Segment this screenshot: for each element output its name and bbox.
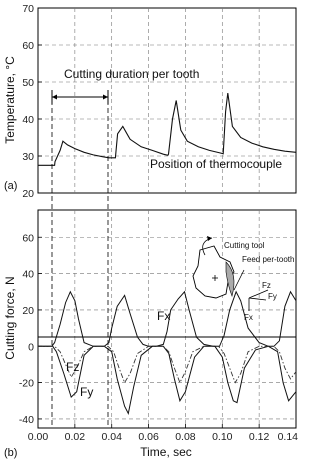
inset-label-fx: Fx (244, 313, 253, 322)
x-tick-label: 0.04 (101, 431, 122, 443)
y-tick-label: 60 (22, 232, 34, 245)
temperature-y-ticks (22, 3, 42, 200)
x-tick-label: 0.00 (27, 431, 49, 443)
y-tick-label: 20 (22, 304, 34, 317)
x-tick-label: 0.08 (175, 431, 196, 443)
x-tick-label: 0.12 (248, 431, 270, 443)
inset-label-fy: Fy (268, 292, 277, 301)
inset-label-feed (242, 255, 294, 264)
force-x-ticks (28, 424, 298, 443)
cutting-duration-annotation: Cutting duration per tooth (64, 67, 200, 81)
series-label-fy: Fy (80, 385, 94, 399)
panel-a-label: (a) (4, 180, 18, 192)
force-line-fy (38, 346, 296, 413)
feed-arrow (234, 270, 244, 290)
chip-shape (226, 262, 234, 296)
cutting-duration-arrow (52, 90, 108, 104)
y-tick-label: 0 (28, 341, 34, 354)
thermocouple-annotation: Position of thermocouple (150, 157, 283, 171)
panel-b-label: (b) (4, 447, 18, 459)
y-tick-label: -20 (18, 377, 34, 390)
y-tick-label: 70 (22, 3, 34, 15)
y-tick-label: -40 (18, 413, 34, 426)
series-label-fx: Fx (157, 309, 171, 323)
x-tick-label: 0.02 (64, 431, 86, 443)
inset-label-cutting-tool: Cutting tool (224, 241, 265, 250)
x-tick-label: 0.14 (277, 431, 298, 443)
x-tick-label: 0.10 (212, 431, 233, 443)
y-tick-label: 50 (22, 77, 34, 89)
cutting-tool-inset (193, 236, 294, 322)
force-y-ticks (19, 232, 42, 426)
y-tick-label: 60 (22, 40, 34, 52)
force-y-axis-label: Cutting force, N (3, 276, 17, 360)
y-tick-label: 30 (22, 151, 34, 163)
temperature-y-axis-label: Temperature, °C (3, 56, 17, 144)
inset-label-fz: Fz (262, 281, 271, 290)
time-x-axis-label: Time, sec (140, 445, 192, 459)
inset-label-feed-text: Feed per-tooth (242, 255, 295, 264)
y-tick-label: 40 (22, 268, 34, 281)
temperature-series (38, 93, 296, 165)
temperature-line (38, 93, 296, 165)
x-tick-label: 0.06 (138, 431, 159, 443)
y-tick-label: 20 (22, 188, 34, 200)
series-label-fz: Fz (66, 360, 80, 374)
y-tick-label: 40 (22, 114, 34, 126)
